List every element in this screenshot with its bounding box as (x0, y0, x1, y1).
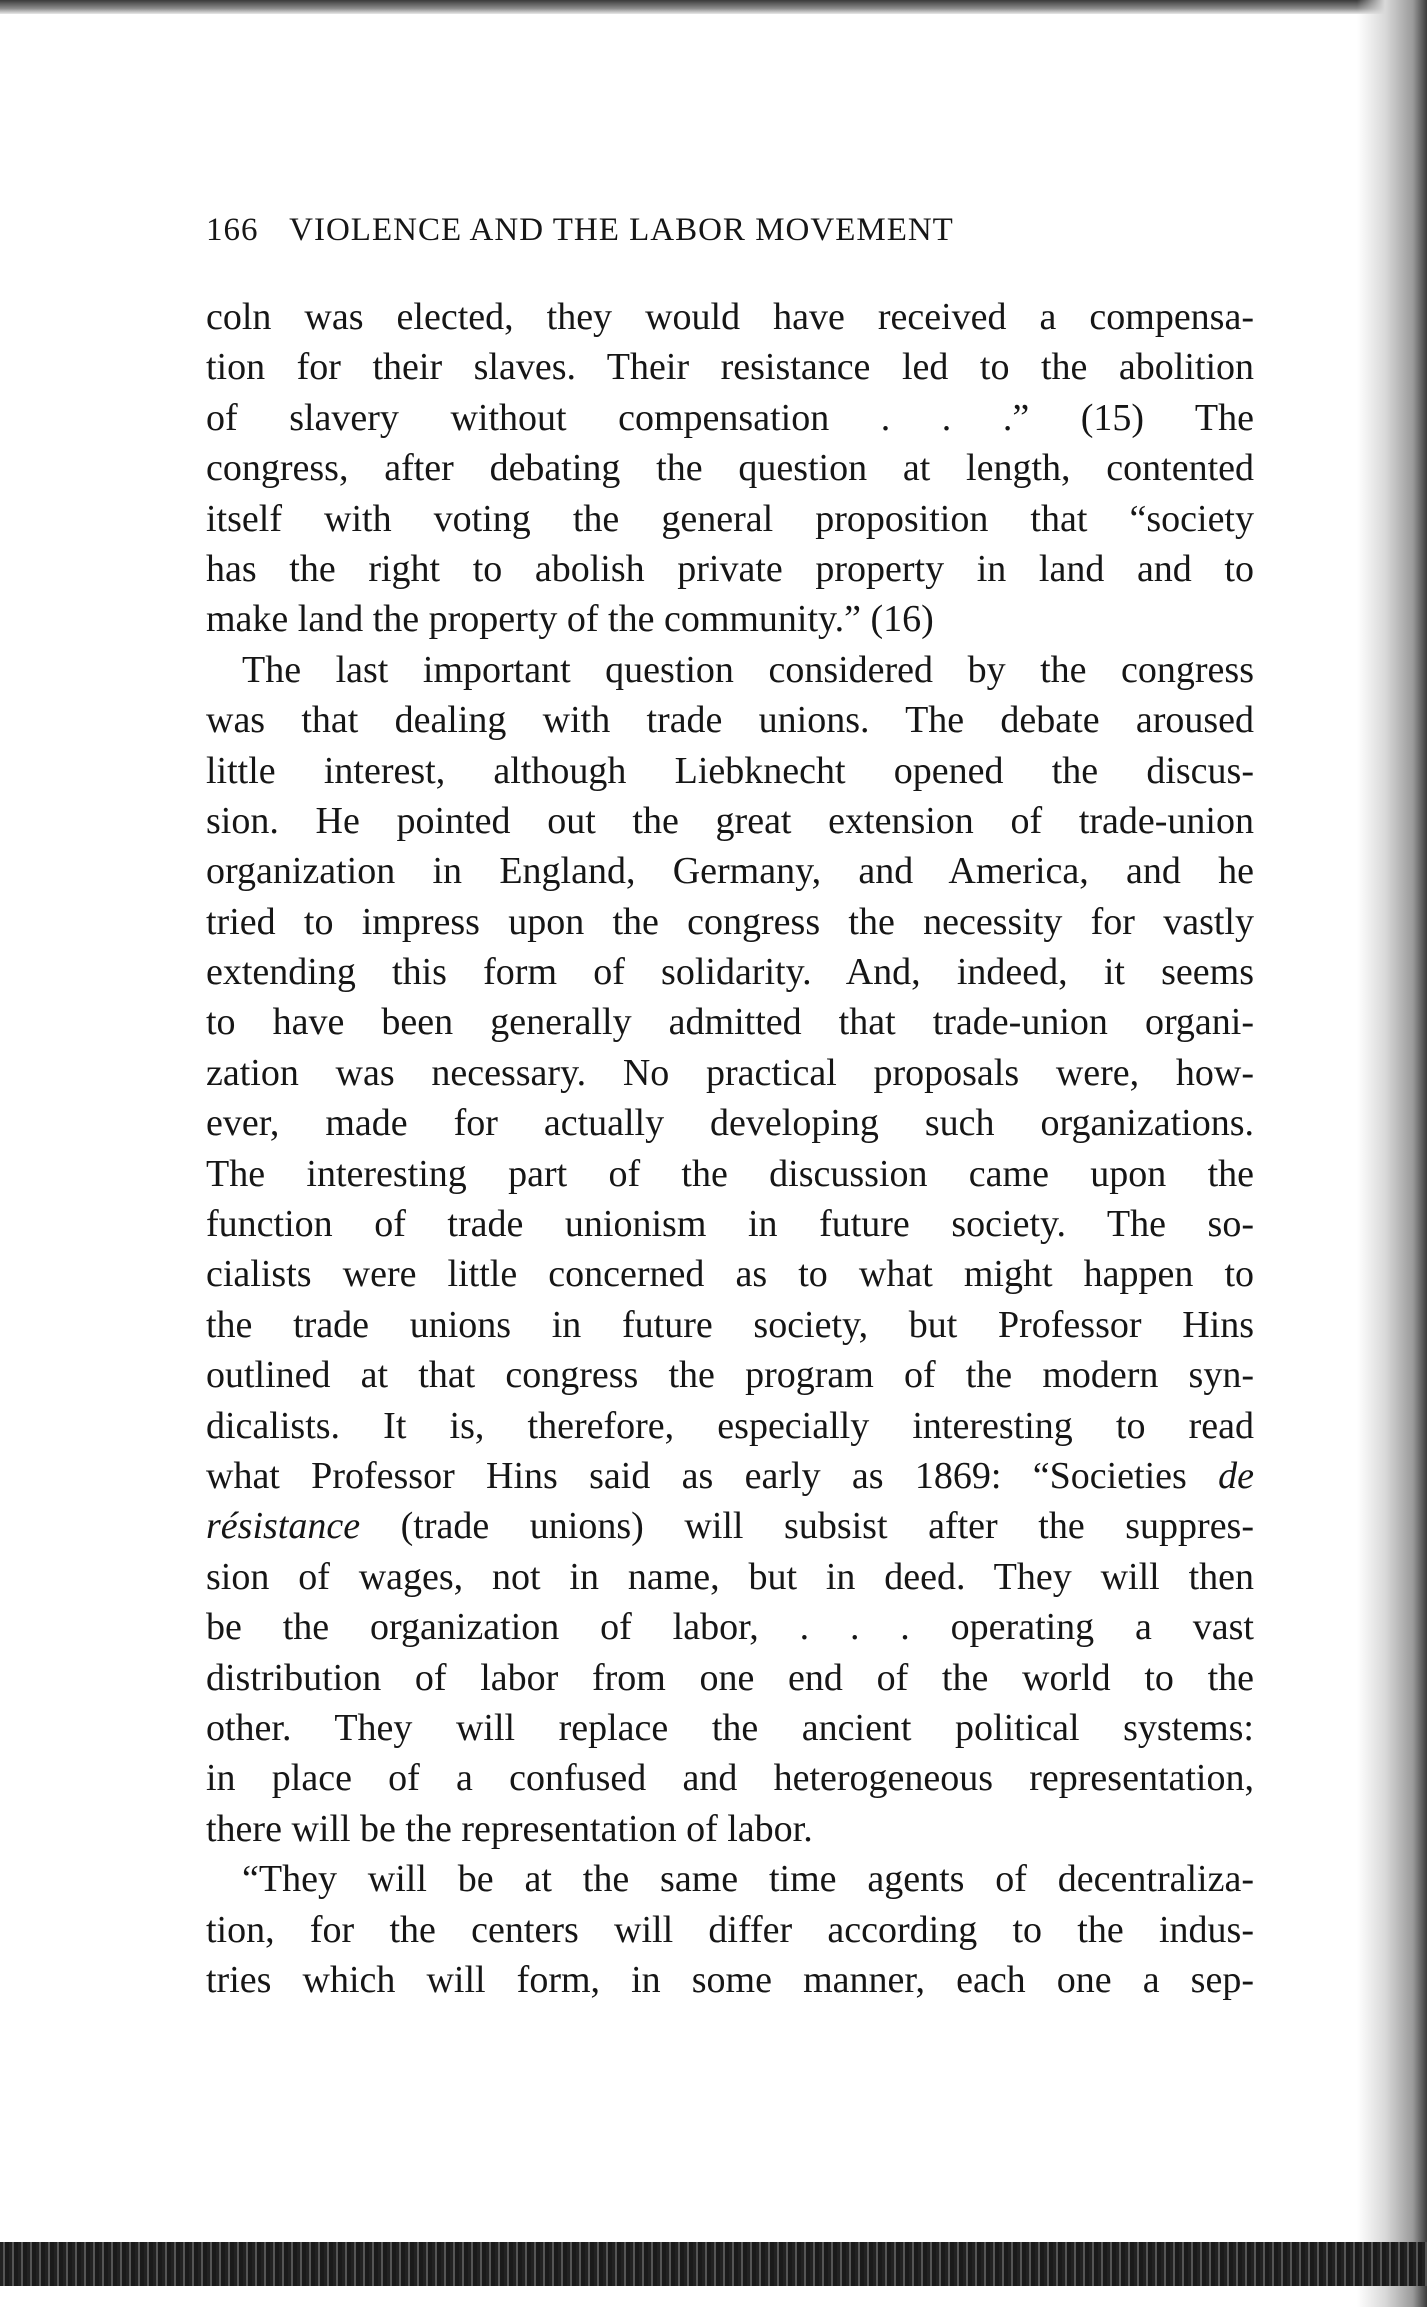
text-line-content: zation was necessary. No practical proposals were, how- (206, 1051, 1254, 1094)
running-title: VIOLENCE AND THE LABOR MOVEMENT (289, 212, 954, 248)
text-line (206, 1602, 1254, 1652)
text-line-content: (trade unions) will subsist after the suppres- (360, 1505, 1254, 1548)
running-header (206, 212, 954, 249)
text-line-content: to have been generally admitted that trade-union organi- (206, 1001, 1254, 1044)
italic-phrase: de (1218, 1454, 1254, 1497)
text-line-content: distribution of labor from one end of the world to the (206, 1656, 1254, 1699)
text-line (206, 695, 1254, 745)
text-line-content: dicalists. It is, therefore, especially interesting to read (206, 1404, 1254, 1447)
text-line (206, 846, 1254, 896)
text-line (206, 1098, 1254, 1148)
text-line (206, 1451, 1254, 1501)
text-line-content: tion, for the centers will differ according to the indus- (206, 1908, 1254, 1951)
text-line-content: in place of a confused and heterogeneous representation, (206, 1757, 1254, 1800)
text-line (206, 594, 1254, 644)
text-line (206, 1501, 1254, 1551)
italic-phrase: résistance (206, 1505, 361, 1548)
text-line (206, 1149, 1254, 1199)
text-line (206, 1653, 1254, 1703)
text-line (206, 292, 1254, 342)
text-line-content: extending this form of solidarity. And, indeed, it seems (206, 951, 1254, 994)
text-line (206, 947, 1254, 997)
text-line-content: function of trade unionism in future society. The so- (206, 1203, 1254, 1246)
text-line (206, 1401, 1254, 1451)
body-text (206, 292, 1254, 2005)
page-gutter-shadow (1357, 0, 1427, 2307)
text-line-content: congress, after debating the question at length, contented (206, 447, 1254, 490)
text-line (206, 393, 1254, 443)
text-line-content: tries which will form, in some manner, each one a sep- (206, 1958, 1254, 2001)
text-line (206, 1199, 1254, 1249)
text-line (206, 796, 1254, 846)
text-line (206, 1753, 1254, 1803)
text-line (206, 1955, 1254, 2005)
text-line (206, 342, 1254, 392)
text-line-content: make land the property of the community.” (16) (206, 598, 934, 641)
text-line-content: has the right to abolish private property in land and to (206, 547, 1254, 590)
text-line-content: “They will be at the same time agents of decentraliza- (242, 1858, 1254, 1901)
text-line-content: sion. He pointed out the great extension of trade-union (206, 799, 1254, 842)
text-line (206, 1854, 1254, 1904)
text-line-content: coln was elected, they would have received a compensa- (206, 296, 1254, 338)
page-number: 166 (206, 212, 259, 248)
text-line (206, 1804, 1254, 1854)
text-line (206, 1350, 1254, 1400)
scan-top-edge (0, 0, 1427, 14)
text-line-content: what Professor Hins said as early as 1869: “Societies (206, 1454, 1219, 1497)
text-line-content: cialists were little concerned as to what might happen to (206, 1253, 1254, 1296)
text-line (206, 544, 1254, 594)
text-line (206, 494, 1254, 544)
text-line (206, 997, 1254, 1047)
text-line-content: tion for their slaves. Their resistance led to the abolition (206, 346, 1254, 389)
scan-bottom-edge (0, 2242, 1427, 2286)
text-line (206, 1703, 1254, 1753)
text-line (206, 746, 1254, 796)
text-line-content: sion of wages, not in name, but in deed. They will then (206, 1555, 1254, 1598)
text-line-content: was that dealing with trade unions. The debate aroused (206, 699, 1254, 742)
text-line-content: The last important question considered by the congress (242, 648, 1254, 691)
text-line-content: little interest, although Liebknecht opened the discus- (206, 749, 1254, 792)
text-line-content: of slavery without compensation . . .” (15) The (206, 396, 1254, 439)
text-line (206, 1249, 1254, 1299)
text-line (206, 897, 1254, 947)
text-line (206, 443, 1254, 493)
text-line (206, 1552, 1254, 1602)
text-line-content: organization in England, Germany, and America, and he (206, 850, 1254, 893)
text-line (206, 645, 1254, 695)
text-line-content: outlined at that congress the program of the modern syn- (206, 1354, 1254, 1397)
text-line-content: ever, made for actually developing such organizations. (206, 1102, 1254, 1145)
text-line (206, 1048, 1254, 1098)
text-line (206, 1905, 1254, 1955)
text-line-content: the trade unions in future society, but Professor Hins (206, 1303, 1254, 1346)
text-line-content: itself with voting the general proposition that “society (206, 497, 1254, 540)
text-line-content: other. They will replace the ancient political systems: (206, 1706, 1254, 1749)
text-line-content: there will be the representation of labor. (206, 1807, 813, 1850)
text-line (206, 1300, 1254, 1350)
text-line-content: The interesting part of the discussion came upon the (206, 1152, 1254, 1195)
text-line-content: tried to impress upon the congress the necessity for vastly (206, 900, 1254, 943)
text-line-content: be the organization of labor, . . . operating a vast (206, 1606, 1254, 1649)
